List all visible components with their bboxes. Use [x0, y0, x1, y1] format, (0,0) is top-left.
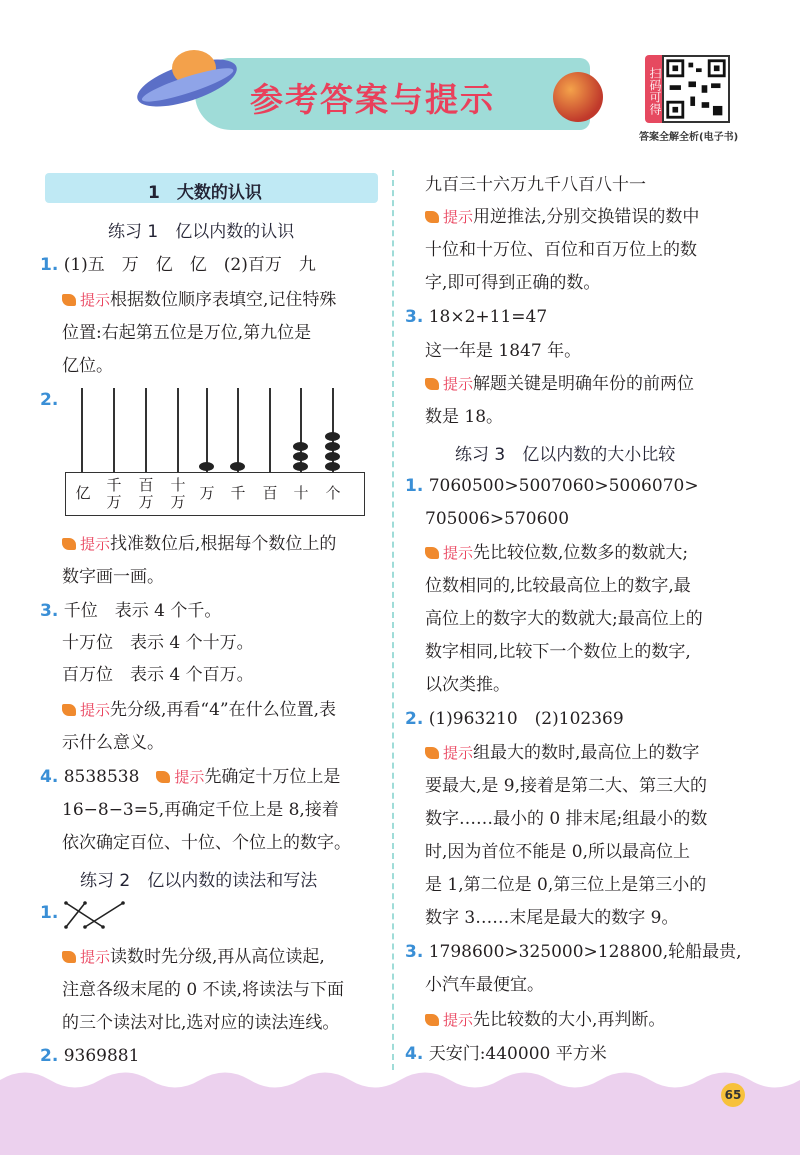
question-number: 1.: [405, 476, 424, 496]
place-label: 百 万: [138, 476, 154, 511]
question-number: 3.: [40, 601, 59, 621]
q3-answer: 百万位 表示 4 个百万。: [62, 665, 254, 685]
ex2-q2-answer: 9369881: [63, 1046, 140, 1066]
question-number: 4.: [40, 767, 59, 787]
pencil-icon: [425, 378, 439, 390]
hint-text: 数是 18。: [425, 407, 504, 427]
hint-text: 数字……最小的 0 排末尾;组最小的数: [425, 809, 708, 829]
hint-label: 提示: [80, 535, 111, 553]
hint-text: 位置:右起第五位是万位,第九位是: [62, 323, 312, 343]
pencil-icon: [425, 547, 439, 559]
hint-text: 数字 3……末尾是最大的数字 9。: [425, 908, 679, 928]
hint-text: 字,即可得到正确的数。: [425, 273, 601, 293]
pencil-icon: [425, 1014, 439, 1026]
place-label: 千: [230, 484, 246, 502]
hint-label: 提示: [443, 544, 474, 562]
hint-text: 先分级,再看“4”在什么位置,表: [110, 700, 337, 720]
hint-text: 找准数位后,根据每个数位上的: [110, 534, 337, 554]
q3-answer: 千位 表示 4 个千。: [63, 601, 222, 621]
pencil-icon: [156, 771, 170, 783]
hint-text: 亿位。: [62, 356, 113, 376]
hint-label: 提示: [443, 208, 474, 226]
answer-text: 九百三十六万九千八百八十一: [425, 175, 646, 195]
pencil-icon: [425, 747, 439, 759]
hint-text: 数字画一画。: [62, 567, 164, 587]
hint-label: 提示: [443, 375, 474, 393]
hint-text: 位数相同的,比较最高位上的数字,最: [425, 576, 691, 596]
hint-text: 先确定十万位上是: [204, 767, 341, 787]
q1-answer: (1)五 万 亿 亿 (2)百万 九: [63, 255, 316, 275]
qr-code-icon[interactable]: [662, 55, 730, 123]
place-label: 个: [325, 484, 341, 502]
hint-text: 是 1,第二位是 0,第三位上是第三小的: [425, 875, 707, 895]
pencil-icon: [425, 211, 439, 223]
hint-text: 时,因为首位不能是 0,所以最高位上: [425, 842, 691, 862]
column-divider: [392, 170, 394, 1070]
hint-label: 提示: [174, 768, 205, 786]
hint-text: 以次类推。: [425, 675, 510, 695]
page-title: 参考答案与提示: [250, 80, 495, 119]
hint-text: 读数时先分级,再从高位读起,: [110, 947, 325, 967]
question-number: 4.: [405, 1044, 424, 1064]
hint-text: 解题关键是明确年份的前两位: [473, 374, 695, 394]
section-title: 1 大数的认识: [148, 183, 262, 203]
qr-side-label: 扫码可得: [645, 55, 662, 123]
hint-text: 根据数位顺序表填空,记住特殊: [110, 290, 337, 310]
question-number: 2.: [405, 709, 424, 729]
hint-label: 提示: [80, 948, 111, 966]
hint-text: 用逆推法,分别交换错误的数中: [473, 207, 700, 227]
hint-text: 先比较位数,位数多的数就大;: [473, 543, 689, 563]
page-number: 65: [721, 1083, 745, 1107]
hint-text: 注意各级末尾的 0 不读,将读法与下面: [62, 980, 345, 1000]
hint-label: 提示: [443, 1011, 474, 1029]
place-label: 千 万: [106, 476, 122, 511]
pencil-icon: [62, 538, 76, 550]
exercise-1-title: 练习 1 亿以内数的认识: [108, 222, 295, 242]
answer-text: 705006>570600: [425, 509, 570, 529]
bottom-wave-decoration: [0, 1060, 800, 1155]
hint-text: 依次确定百位、十位、个位上的数字。: [62, 833, 351, 853]
answer-text: 小汽车最便宜。: [425, 975, 544, 995]
place-label: 百: [262, 484, 278, 502]
pencil-icon: [62, 294, 76, 306]
place-label: 万: [199, 484, 215, 502]
question-number: 2.: [40, 1046, 59, 1066]
hint-text: 先比较数的大小,再判断。: [473, 1010, 666, 1030]
matching-lines-diagram: [63, 900, 129, 930]
answer-text: 这一年是 1847 年。: [425, 341, 582, 361]
hint-label: 提示: [80, 701, 111, 719]
hint-text: 的三个读法对比,选对应的读法连线。: [62, 1013, 340, 1033]
exercise-2-title: 练习 2 亿以内数的读法和写法: [80, 871, 318, 891]
hint-text: 要最大,是 9,接着是第二大、第三大的: [425, 776, 708, 796]
question-number: 2.: [40, 390, 59, 410]
hint-label: 提示: [443, 744, 474, 762]
pencil-icon: [62, 951, 76, 963]
hint-text: 16−8−3=5,再确定千位上是 8,接着: [62, 800, 339, 820]
answer-text: 1798600>325000>128800,轮船最贵,: [428, 942, 742, 962]
qr-caption: 答案全解全析(电子书): [639, 132, 739, 143]
q3-answer: 十万位 表示 4 个十万。: [62, 633, 254, 653]
question-number: 1.: [40, 903, 59, 923]
place-label: 亿: [75, 484, 91, 502]
answer-text: 7060500>5007060>5006070>: [428, 476, 699, 496]
question-number: 3.: [405, 307, 424, 327]
hint-text: 十位和十万位、百位和百万位上的数: [425, 240, 697, 260]
q4-answer: 8538538: [63, 767, 140, 787]
planet-icon: [553, 72, 603, 122]
answer-text: (1)963210 (2)102369: [428, 709, 624, 729]
hint-text: 示什么意义。: [62, 733, 164, 753]
answer-text: 天安门:440000 平方米: [428, 1044, 607, 1064]
pencil-icon: [62, 704, 76, 716]
hint-text: 高位上的数字大的数就大;最高位上的: [425, 609, 703, 629]
hint-text: 数字相同,比较下一个数位上的数字,: [425, 642, 691, 662]
hint-text: 组最大的数时,最高位上的数字: [473, 743, 700, 763]
place-label: 十 万: [170, 476, 186, 511]
place-label: 十: [293, 484, 309, 502]
hint-label: 提示: [80, 291, 111, 309]
ufo-icon: [132, 28, 242, 118]
question-number: 3.: [405, 942, 424, 962]
exercise-3-title: 练习 3 亿以内数的大小比较: [455, 445, 676, 465]
answer-text: 18×2+11=47: [428, 307, 548, 327]
question-number: 1.: [40, 255, 59, 275]
